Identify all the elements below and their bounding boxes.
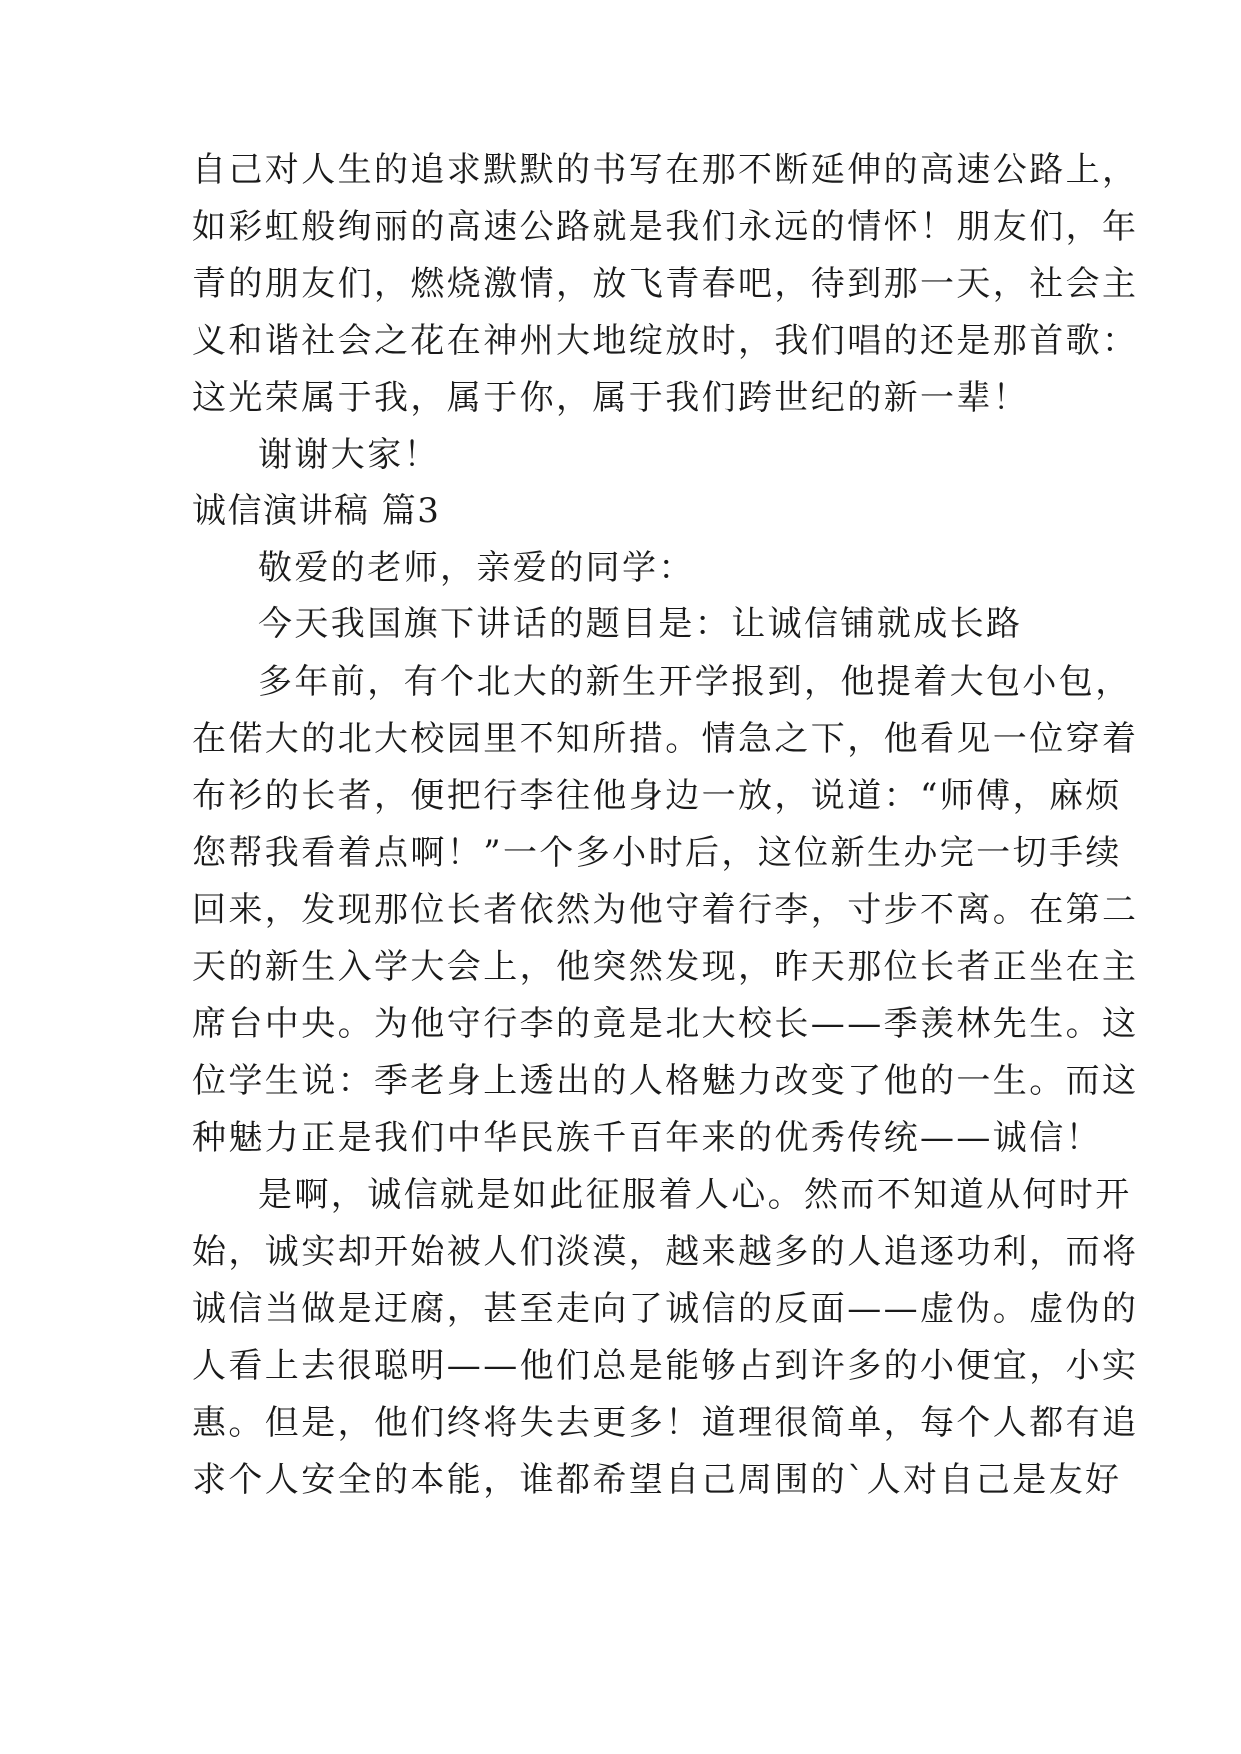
- paragraph-line: 义和谐社会之花在神州大地绽放时，我们唱的还是那首歌：: [192, 321, 1139, 361]
- paragraph-line: 位学生说：季老身上透出的人格魅力改变了他的一生。而这: [192, 1061, 1139, 1101]
- paragraph-line: 求个人安全的本能，谁都希望自己周围的`人对自己是友好: [192, 1460, 1122, 1500]
- paragraph-line: 如彩虹般绚丽的高速公路就是我们永远的情怀！朋友们，年: [192, 207, 1139, 247]
- paragraph-line: 诚信当做是迂腐，甚至走向了诚信的反面——虚伪。虚伪的: [192, 1289, 1139, 1329]
- paragraph-line: 青的朋友们，燃烧激情，放飞青春吧，待到那一天，社会主: [192, 264, 1139, 304]
- paragraph-line: 席台中央。为他守行李的竟是北大校长——季羡林先生。这: [192, 1004, 1139, 1044]
- greeting: 敬爱的老师，亲爱的同学：: [258, 548, 695, 588]
- paragraph-line: 在偌大的北大校园里不知所措。情急之下，他看见一位穿着: [192, 719, 1139, 759]
- paragraph-line: 是啊，诚信就是如此征服着人心。然而不知道从何时开: [258, 1175, 1132, 1215]
- closing-thanks: 谢谢大家！: [258, 435, 440, 475]
- paragraph-line: 自己对人生的追求默默的书写在那不断延伸的高速公路上，: [192, 150, 1139, 190]
- paragraph-line: 您帮我看着点啊！”一个多小时后，这位新生办完一切手续: [192, 833, 1122, 873]
- section-heading: 诚信演讲稿 篇3: [192, 491, 441, 531]
- paragraph-line: 多年前，有个北大的新生开学报到，他提着大包小包，: [258, 662, 1132, 702]
- paragraph-line: 这光荣属于我，属于你，属于我们跨世纪的新一辈！: [192, 378, 1030, 418]
- paragraph-line: 天的新生入学大会上，他突然发现，昨天那位长者正坐在主: [192, 947, 1139, 987]
- paragraph-line: 布衫的长者，便把行李往他身边一放，说道：“师傅，麻烦: [192, 776, 1122, 816]
- paragraph-line: 种魅力正是我们中华民族千百年来的优秀传统——诚信！: [192, 1118, 1102, 1158]
- paragraph-line: 始，诚实却开始被人们淡漠，越来越多的人追逐功利，而将: [192, 1232, 1139, 1272]
- paragraph-line: 人看上去很聪明——他们总是能够占到许多的小便宜，小实: [192, 1346, 1139, 1386]
- paragraph-line: 回来，发现那位长者依然为他守着行李，寸步不离。在第二: [192, 890, 1139, 930]
- paragraph-line: 惠。但是，他们终将失去更多！道理很简单，每个人都有追: [192, 1403, 1139, 1443]
- speech-topic: 今天我国旗下讲话的题目是：让诚信铺就成长路: [258, 604, 1023, 644]
